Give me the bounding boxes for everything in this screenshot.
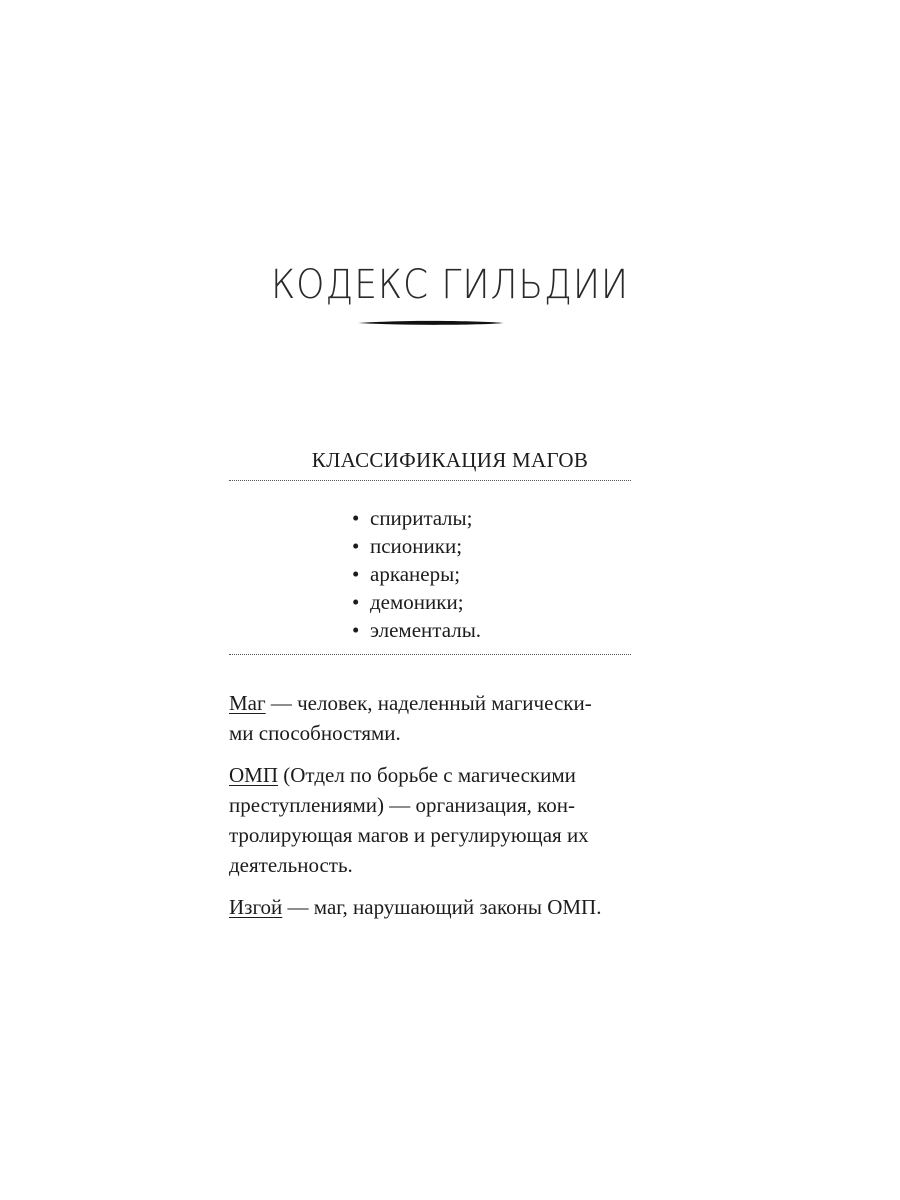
- definition-outcast: [229, 892, 629, 922]
- list-item: [352, 532, 481, 560]
- bullet-icon: •: [352, 590, 360, 614]
- list-item: [352, 560, 481, 588]
- page-title: КОДЕКС ГИЛЬДИИ: [270, 262, 630, 308]
- list-item-text: спиритaлы;: [370, 506, 473, 530]
- definitions-block: [229, 688, 629, 934]
- list-item-text: псионики;: [370, 534, 463, 558]
- bullet-icon: •: [352, 534, 360, 558]
- title-brush-divider: [358, 318, 504, 328]
- definition-text: ми способностями.: [229, 721, 401, 745]
- definition-term: Маг: [229, 691, 266, 715]
- classification-heading: КЛАССИФИКАЦИЯ МАГОВ: [311, 448, 589, 472]
- list-item: [352, 588, 481, 616]
- list-item: [352, 504, 481, 532]
- definition-text: — маг, нарушающий законы ОМП.: [287, 895, 602, 919]
- definition-text: преступлениями) — организация, кон-: [229, 793, 576, 817]
- bullet-icon: •: [352, 618, 360, 642]
- bullet-icon: •: [352, 506, 360, 530]
- list-item-text: элементалы.: [370, 618, 482, 642]
- classification-list: [352, 504, 481, 644]
- dotted-divider-bottom: [229, 654, 631, 655]
- definition-omp: [229, 760, 629, 880]
- definition-text: деятельность.: [229, 853, 353, 877]
- definition-term: ОМП: [229, 763, 279, 787]
- list-item: [352, 616, 481, 644]
- bullet-icon: •: [352, 562, 360, 586]
- definition-text: тролирующая магов и регулирующая их: [229, 823, 589, 847]
- definition-term: Изгой: [229, 895, 283, 919]
- definition-mage: [229, 688, 629, 748]
- dotted-divider-top: [229, 480, 631, 481]
- list-item-text: арканеры;: [370, 562, 461, 586]
- definition-text: (Отдел по борьбе с магическими: [283, 763, 576, 787]
- list-item-text: демоники;: [370, 590, 464, 614]
- definition-text: — человек, наделенный магически-: [270, 691, 592, 715]
